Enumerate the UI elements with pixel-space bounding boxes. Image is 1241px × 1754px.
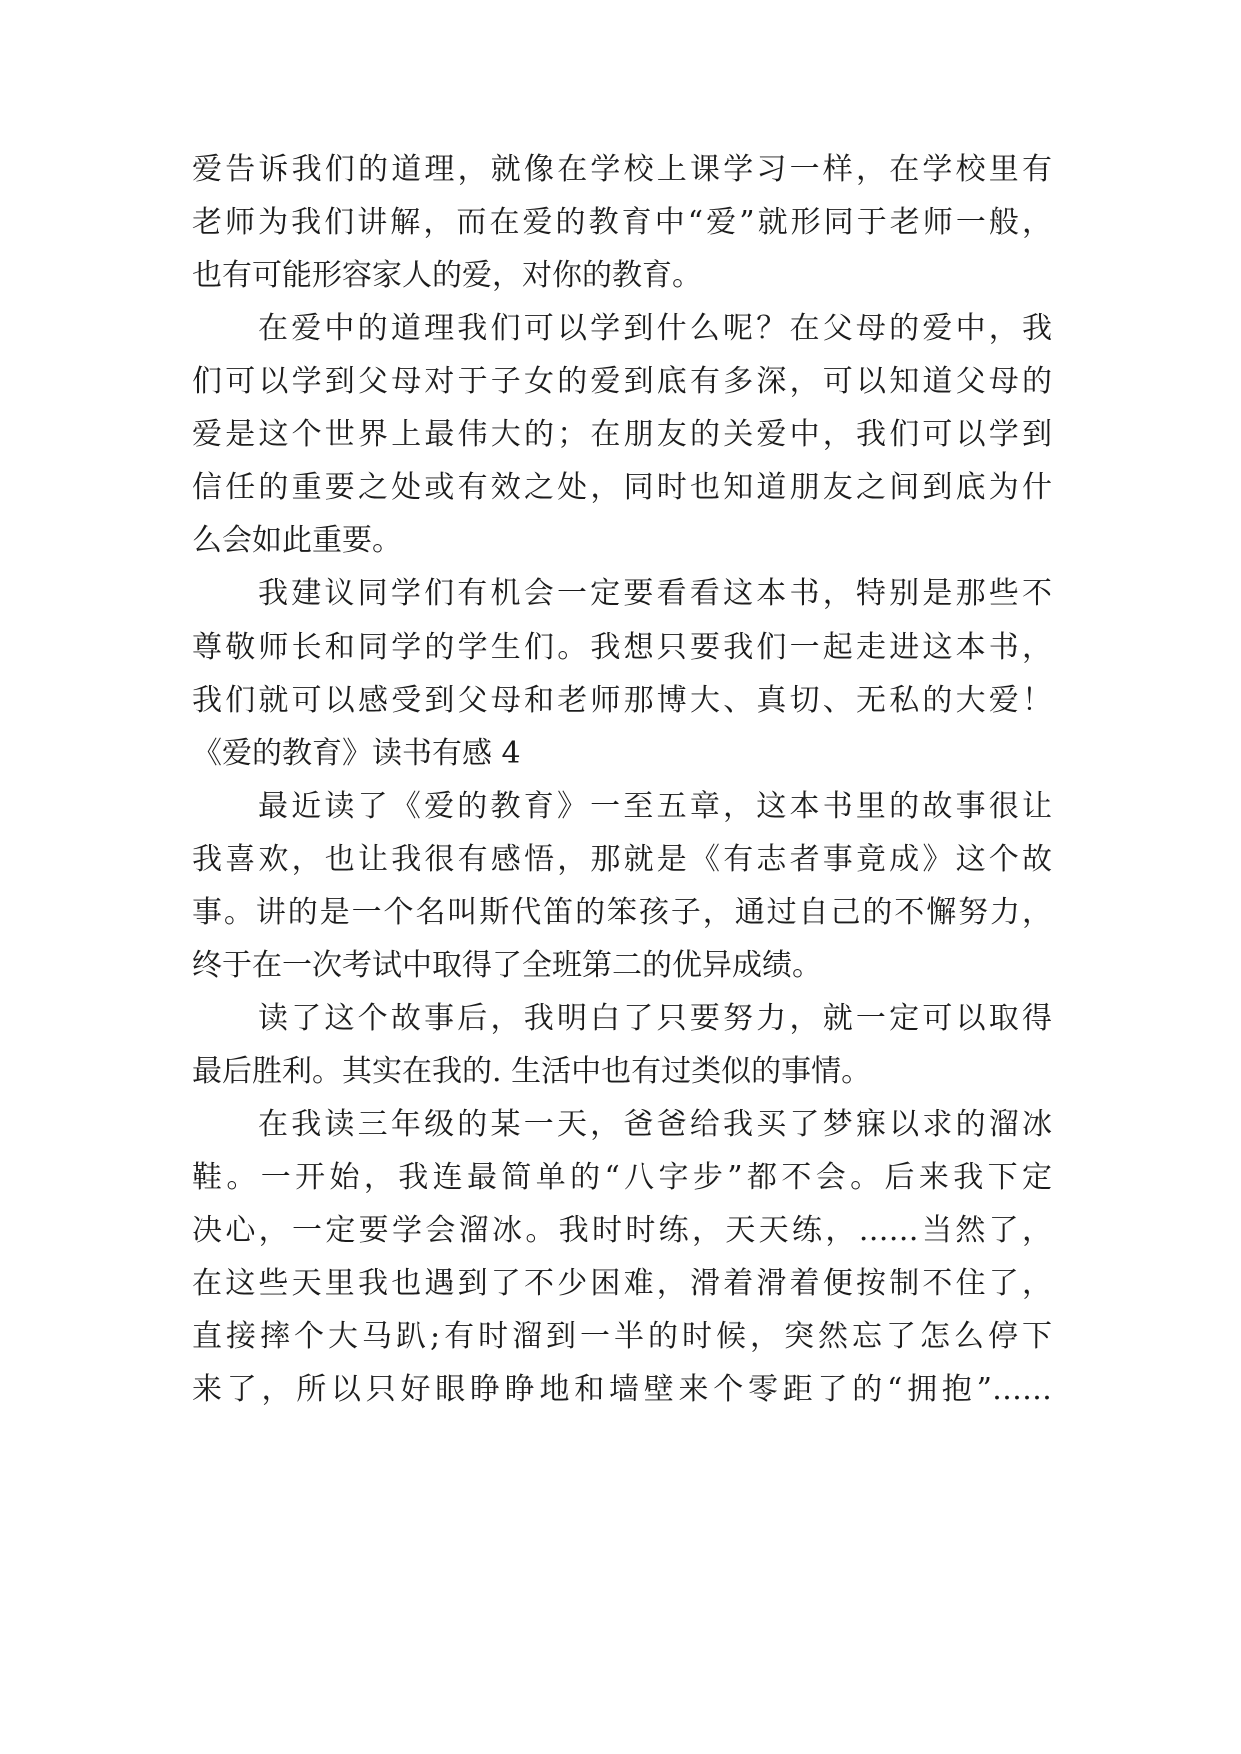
text-line: 爱是这个世界上最伟大的；在朋友的关爱中，我们可以学到	[192, 417, 1052, 453]
text-line: 尊敬师长和同学的学生们。我想只要我们一起走进这本书，	[192, 629, 1052, 665]
text-line: 终于在一次考试中取得了全班第二的优异成绩。	[192, 947, 822, 983]
text-line: 爱告诉我们的道理，就像在学校上课学习一样，在学校里有	[192, 152, 1052, 187]
text-line: 我喜欢，也让我很有感悟，那就是《有志者事竟成》这个故	[192, 841, 1052, 877]
text-line: 信任的重要之处或有效之处，同时也知道朋友之间到底为什	[192, 470, 1052, 506]
text-line: 在这些天里我也遇到了不少困难，滑着滑着便按制不住了，	[192, 1266, 1052, 1301]
text-line: 老师为我们讲解，而在爱的教育中“爱”就形同于老师一般，	[192, 205, 1052, 241]
text-line: 最后胜利。其实在我的. 生活中也有过类似的事情。	[192, 1053, 872, 1089]
text-line: 们可以学到父母对于子女的爱到底有多深，可以知道父母的	[192, 364, 1052, 400]
text-line: 直接摔个大马趴;有时溜到一半的时候，突然忘了怎么停下	[192, 1319, 1052, 1355]
text-line: 最近读了《爱的教育》一至五章，这本书里的故事很让	[258, 788, 1052, 824]
text-line: 鞋。一开始，我连最简单的“八字步”都不会。后来我下定	[192, 1159, 1052, 1195]
text-line: 么会如此重要。	[192, 523, 402, 559]
text-line: 事。讲的是一个名叫斯代笛的笨孩子，通过自己的不懈努力，	[192, 894, 1052, 930]
section-heading: 《爱的教育》读书有感 4	[192, 735, 521, 771]
text-line: 我们就可以感受到父母和老师那博大、真切、无私的大爱！	[192, 682, 1052, 718]
text-line: 决心，一定要学会溜冰。我时时练，天天练，……当然了，	[192, 1213, 1052, 1248]
text-line: 也有可能形容家人的爱，对你的教育。	[192, 258, 702, 294]
text-line: 我建议同学们有机会一定要看看这本书，特别是那些不	[258, 576, 1052, 612]
text-line: 来了，所以只好眼睁睁地和墙壁来个零距了的“拥抱”……	[192, 1372, 1052, 1408]
text-line: 读了这个故事后，我明白了只要努力，就一定可以取得	[258, 1000, 1052, 1036]
text-line: 在我读三年级的某一天，爸爸给我买了梦寐以求的溜冰	[258, 1106, 1052, 1142]
text-line: 在爱中的道理我们可以学到什么呢？在父母的爱中，我	[258, 311, 1052, 347]
